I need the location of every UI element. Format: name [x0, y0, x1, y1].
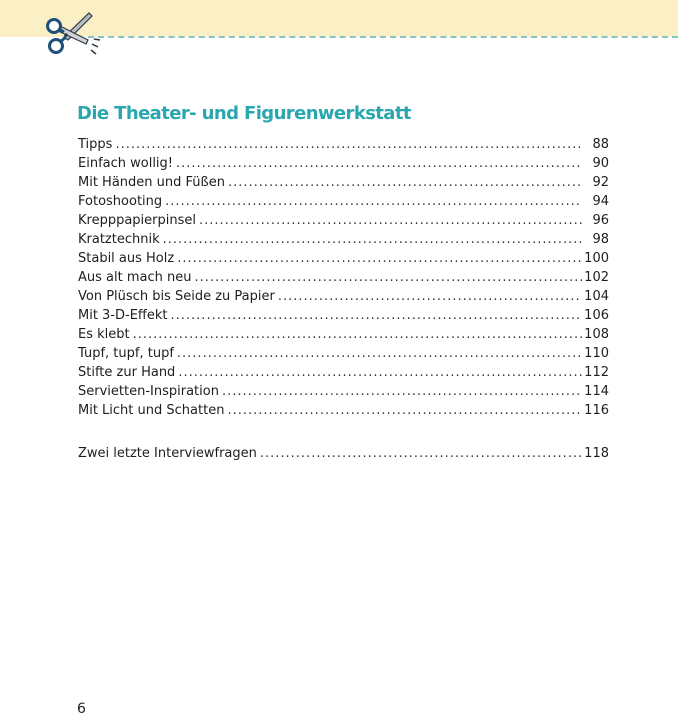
dot-leader — [177, 344, 582, 363]
dot-leader — [199, 211, 582, 230]
toc-entry — [78, 363, 609, 382]
toc-entry-page: 102 — [584, 270, 609, 285]
toc-entry-title: Krepppapierpinsel — [78, 213, 196, 228]
dot-leader — [228, 173, 582, 192]
toc-entry-page: 88 — [592, 137, 609, 152]
toc-entry-page: 92 — [592, 175, 609, 190]
toc-entry — [78, 344, 609, 363]
dashed-cut-line — [88, 36, 678, 38]
dot-leader — [176, 154, 582, 173]
toc-entry — [78, 444, 609, 463]
toc-entry — [78, 230, 609, 249]
toc-entry-page: 112 — [584, 365, 609, 380]
toc-entry-title: Tupf, tupf, tupf — [78, 346, 174, 361]
toc-entry — [78, 173, 609, 192]
toc-entry-page: 116 — [584, 403, 609, 418]
toc-entry — [78, 306, 609, 325]
dot-leader — [115, 135, 582, 154]
toc-entry-page: 118 — [584, 446, 609, 461]
toc-entry-title: Servietten-Inspiration — [78, 384, 219, 399]
dot-leader — [227, 401, 582, 420]
toc-entry — [78, 401, 609, 420]
section-title: Die Theater- und Figurenwerkstatt — [77, 103, 411, 124]
toc-entry-page: 106 — [584, 308, 609, 323]
toc-entry — [78, 249, 609, 268]
toc-entry-page: 110 — [584, 346, 609, 361]
dot-leader — [177, 249, 582, 268]
dot-leader — [165, 192, 582, 211]
table-of-contents — [78, 135, 609, 463]
toc-entry-page: 104 — [584, 289, 609, 304]
toc-entry-title: Es klebt — [78, 327, 130, 342]
toc-entry — [78, 192, 609, 211]
toc-entry-page: 108 — [584, 327, 609, 342]
scissors-icon — [40, 4, 104, 62]
page-number: 6 — [77, 701, 86, 717]
toc-entry-title: Tipps — [78, 137, 113, 152]
dot-leader — [133, 325, 582, 344]
toc-entry-title: Fotoshooting — [78, 194, 163, 209]
dot-leader — [171, 306, 582, 325]
toc-entry-title: Stabil aus Holz — [78, 251, 175, 266]
toc-entry — [78, 211, 609, 230]
dot-leader — [194, 268, 582, 287]
dot-leader — [278, 287, 582, 306]
toc-entry — [78, 135, 609, 154]
toc-entry-page: 96 — [592, 213, 609, 228]
toc-entry — [78, 287, 609, 306]
toc-entry — [78, 325, 609, 344]
toc-entry-page: 100 — [584, 251, 609, 266]
toc-entry — [78, 154, 609, 173]
dot-leader — [222, 382, 582, 401]
dot-leader — [178, 363, 582, 382]
dot-leader — [260, 444, 582, 463]
toc-entry-title: Kratztechnik — [78, 232, 160, 247]
toc-entry-page: 114 — [584, 384, 609, 399]
toc-entry-title: Mit 3-D-Effekt — [78, 308, 168, 323]
toc-entry-page: 98 — [592, 232, 609, 247]
toc-entry-page: 94 — [592, 194, 609, 209]
toc-entry-title: Zwei letzte Interviewfragen — [78, 446, 257, 461]
toc-entry-title: Mit Händen und Füßen — [78, 175, 225, 190]
dot-leader — [163, 230, 582, 249]
toc-entry-page: 90 — [592, 156, 609, 171]
toc-entry-title: Aus alt mach neu — [78, 270, 192, 285]
toc-entry-title: Von Plüsch bis Seide zu Papier — [78, 289, 275, 304]
toc-entry — [78, 268, 609, 287]
toc-entry-title: Stifte zur Hand — [78, 365, 176, 380]
toc-entry — [78, 382, 609, 401]
toc-entry-title: Einfach wollig! — [78, 156, 174, 171]
toc-entry-title: Mit Licht und Schatten — [78, 403, 225, 418]
